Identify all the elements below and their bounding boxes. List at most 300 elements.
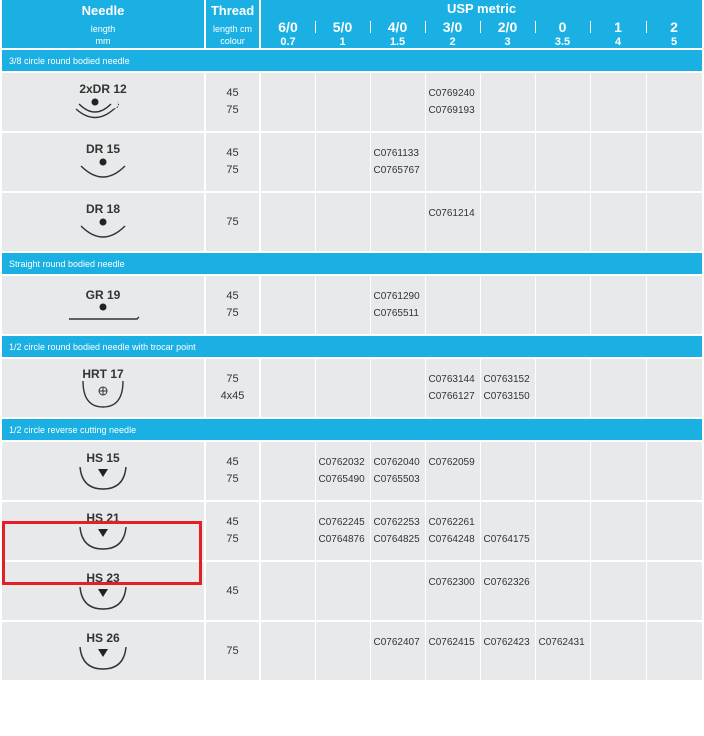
product-code-cell xyxy=(260,501,315,561)
product-code-cell xyxy=(480,275,535,335)
product-code xyxy=(594,634,646,651)
product-code xyxy=(319,651,370,668)
product-code xyxy=(539,162,590,179)
product-code-cell xyxy=(535,561,590,621)
product-code-cell xyxy=(425,132,480,192)
product-code xyxy=(319,371,370,388)
product-code: C0762245 xyxy=(318,517,365,528)
product-code xyxy=(650,514,702,531)
section-title: 1/2 circle reverse cutting needle xyxy=(2,418,702,441)
product-code xyxy=(264,651,315,668)
product-code-cell xyxy=(646,441,702,501)
product-code-cell xyxy=(315,621,370,680)
needle-cell xyxy=(2,275,205,335)
product-code xyxy=(650,531,702,548)
product-code xyxy=(650,222,702,239)
section-title: 3/8 circle round bodied needle xyxy=(2,49,702,72)
product-code-cell xyxy=(370,501,425,561)
product-code: C0765503 xyxy=(373,474,420,485)
product-code-cell xyxy=(480,621,535,680)
product-code-cell xyxy=(425,72,480,132)
product-code xyxy=(539,388,590,405)
product-code xyxy=(319,85,370,102)
product-code xyxy=(264,371,315,388)
product-code-cell xyxy=(590,358,646,418)
section-header-row xyxy=(2,335,702,358)
product-code xyxy=(650,651,702,668)
product-code xyxy=(594,288,646,305)
3-8-circle-round-needle-icon xyxy=(2,216,204,242)
needle-label: DR 18 xyxy=(85,201,120,216)
thread-length-value: 75 xyxy=(226,644,239,657)
product-code xyxy=(650,454,702,471)
product-row xyxy=(2,621,702,680)
product-code xyxy=(319,388,370,405)
metric-size-label: 5 xyxy=(670,36,678,48)
product-code xyxy=(650,591,702,608)
product-code-cell xyxy=(480,441,535,501)
half-circle-trocar-needle-icon xyxy=(2,381,204,409)
3-8-circle-round-needle-icon xyxy=(2,156,204,182)
product-code-cell xyxy=(260,275,315,335)
product-code xyxy=(374,205,425,222)
product-code xyxy=(539,531,590,548)
product-code xyxy=(594,514,646,531)
product-code-cell xyxy=(370,561,425,621)
product-code xyxy=(319,591,370,608)
usp-size-header-1 xyxy=(315,18,370,49)
product-code xyxy=(429,305,480,322)
product-code xyxy=(539,145,590,162)
half-circle-cutting-needle-icon xyxy=(2,585,204,611)
product-code: C0764825 xyxy=(373,534,420,545)
metric-size-label: 1 xyxy=(339,36,346,48)
metric-size-label: 4 xyxy=(614,36,622,48)
thread-length-value: 75 xyxy=(226,215,239,228)
product-code-cell xyxy=(315,358,370,418)
needle-cell xyxy=(2,621,205,680)
thread-length-value: 45 xyxy=(226,456,239,468)
product-code-cell xyxy=(535,501,590,561)
metric-size-label: 2 xyxy=(449,36,456,48)
product-code xyxy=(264,162,315,179)
thread-length-value: 75 xyxy=(226,533,239,545)
product-code xyxy=(374,222,425,239)
product-code-cell xyxy=(480,501,535,561)
product-code-cell xyxy=(370,275,425,335)
product-code-cell xyxy=(425,192,480,252)
product-code-cell xyxy=(646,192,702,252)
product-code-cell xyxy=(370,72,425,132)
needle-label: HRT 17 xyxy=(82,366,124,381)
product-code: C0769240 xyxy=(428,88,475,99)
metric-size-label: 3 xyxy=(504,36,511,48)
product-code xyxy=(594,205,646,222)
product-row xyxy=(2,72,702,132)
usp-metric-header: USP metric xyxy=(260,0,702,18)
product-code xyxy=(374,574,425,591)
product-code xyxy=(539,205,590,222)
product-code-cell xyxy=(315,501,370,561)
product-code xyxy=(594,162,646,179)
needle-cell xyxy=(2,72,205,132)
product-code xyxy=(374,85,425,102)
product-code-cell xyxy=(425,561,480,621)
product-code: C0764876 xyxy=(318,534,365,545)
product-code xyxy=(650,145,702,162)
product-code xyxy=(650,634,702,651)
needle-label: DR 15 xyxy=(85,141,120,156)
table-body xyxy=(2,49,702,680)
product-code xyxy=(594,591,646,608)
product-code xyxy=(539,371,590,388)
product-code xyxy=(264,591,315,608)
product-code: C0762431 xyxy=(538,637,585,648)
needle-label: HS 15 xyxy=(86,450,120,465)
product-code xyxy=(594,102,646,119)
product-code: C0762040 xyxy=(373,457,420,468)
product-code-cell xyxy=(535,358,590,418)
section-title: 1/2 circle round bodied needle with trocar point xyxy=(2,335,702,358)
thread-length-value: 75 xyxy=(226,307,239,319)
needle-label: 2xDR 12 xyxy=(79,81,127,96)
needle-cell xyxy=(2,192,205,252)
product-code xyxy=(594,85,646,102)
section-title: Straight round bodied needle xyxy=(2,252,702,275)
product-code xyxy=(264,85,315,102)
product-code xyxy=(484,591,535,608)
product-code xyxy=(650,162,702,179)
product-code xyxy=(319,634,370,651)
thread-length-cell xyxy=(205,358,260,418)
product-code xyxy=(484,205,535,222)
product-code xyxy=(264,145,315,162)
straight-needle-icon xyxy=(2,302,204,322)
product-code: C0762032 xyxy=(318,457,365,468)
product-code xyxy=(539,305,590,322)
product-code xyxy=(319,205,370,222)
section-header-row xyxy=(2,252,702,275)
product-code: C0765767 xyxy=(373,165,420,176)
product-code-cell xyxy=(590,501,646,561)
metric-size-label: 3.5 xyxy=(554,36,571,48)
needle-column-header xyxy=(2,0,205,49)
product-code xyxy=(650,85,702,102)
product-code: C0764248 xyxy=(428,534,475,545)
usp-size-label: 0 xyxy=(558,19,567,35)
product-code xyxy=(264,531,315,548)
needle-header-title: Needle xyxy=(81,3,125,18)
product-code-cell xyxy=(260,358,315,418)
thread-header-length: length cm xyxy=(212,24,253,34)
product-code xyxy=(484,222,535,239)
product-code xyxy=(594,371,646,388)
metric-size-label: 1.5 xyxy=(389,36,406,48)
usp-size-label: 5/0 xyxy=(332,19,353,35)
product-code: C0769193 xyxy=(428,105,475,116)
usp-size-header-6 xyxy=(590,18,646,49)
product-code xyxy=(594,471,646,488)
thread-length-cell xyxy=(205,561,260,621)
product-code xyxy=(594,531,646,548)
product-code-cell xyxy=(480,132,535,192)
product-code-cell xyxy=(590,441,646,501)
product-code: C0762300 xyxy=(428,577,475,588)
product-code-cell xyxy=(260,72,315,132)
needle-header-unit: mm xyxy=(95,36,111,46)
product-code: C0765511 xyxy=(373,308,419,319)
product-code xyxy=(594,388,646,405)
product-code xyxy=(484,305,535,322)
product-code-cell xyxy=(480,72,535,132)
product-code: C0765490 xyxy=(318,474,365,485)
half-circle-cutting-needle-icon xyxy=(2,645,204,671)
product-code xyxy=(429,288,480,305)
product-code xyxy=(539,102,590,119)
usp-size-label: 4/0 xyxy=(387,19,408,35)
product-code xyxy=(484,471,535,488)
product-code xyxy=(650,371,702,388)
product-code: C0763150 xyxy=(483,391,530,402)
product-code xyxy=(594,454,646,471)
product-code-cell xyxy=(370,441,425,501)
product-code-cell xyxy=(370,132,425,192)
thread-header-colour: colour xyxy=(220,36,245,46)
product-code-cell xyxy=(590,275,646,335)
product-code xyxy=(319,288,370,305)
highlight-box xyxy=(2,521,202,585)
product-code-cell xyxy=(425,358,480,418)
product-code-cell xyxy=(590,72,646,132)
thread-length-value: 45 xyxy=(226,584,239,597)
product-code: C0762423 xyxy=(483,637,530,648)
product-code xyxy=(429,162,480,179)
thread-length-cell xyxy=(205,132,260,192)
product-code-cell xyxy=(315,72,370,132)
thread-length-value: 45 xyxy=(226,147,239,159)
product-code xyxy=(264,205,315,222)
product-code: C0763144 xyxy=(428,374,475,385)
product-code xyxy=(539,222,590,239)
product-code-cell xyxy=(315,441,370,501)
product-code: C0762407 xyxy=(373,637,420,648)
product-code-cell xyxy=(646,561,702,621)
product-code-cell xyxy=(260,192,315,252)
product-code xyxy=(264,471,315,488)
product-code-cell xyxy=(646,72,702,132)
product-code xyxy=(374,591,425,608)
product-code-cell xyxy=(535,275,590,335)
product-code-cell xyxy=(425,501,480,561)
header-divider xyxy=(370,21,371,33)
product-code-cell xyxy=(535,72,590,132)
product-row xyxy=(2,275,702,335)
product-code xyxy=(319,162,370,179)
thread-length-value: 4x45 xyxy=(220,390,245,402)
product-code: C0761214 xyxy=(428,208,475,219)
product-code xyxy=(650,388,702,405)
product-code xyxy=(374,651,425,668)
usp-size-label: 2/0 xyxy=(497,19,518,35)
product-code-cell xyxy=(425,621,480,680)
thread-header-title: Thread xyxy=(210,3,255,18)
product-code: C0762253 xyxy=(373,517,420,528)
product-code xyxy=(594,222,646,239)
product-code-cell xyxy=(480,358,535,418)
usp-size-label: 3/0 xyxy=(442,19,463,35)
product-code xyxy=(429,651,480,668)
product-code xyxy=(650,205,702,222)
header-divider xyxy=(315,21,316,33)
header-divider xyxy=(480,21,481,33)
product-code-cell xyxy=(315,192,370,252)
product-code-cell xyxy=(425,441,480,501)
product-code xyxy=(319,102,370,119)
product-code: C0762415 xyxy=(428,637,475,648)
needle-header-length: length xyxy=(90,24,116,34)
product-code xyxy=(429,145,480,162)
product-code xyxy=(594,305,646,322)
product-code xyxy=(484,651,535,668)
product-code-cell xyxy=(370,358,425,418)
header-divider xyxy=(535,21,536,33)
product-code-cell xyxy=(425,275,480,335)
product-code xyxy=(539,574,590,591)
product-code-cell xyxy=(480,192,535,252)
product-code xyxy=(650,574,702,591)
usp-size-header-7 xyxy=(646,18,702,49)
product-code: C0764175 xyxy=(483,534,530,545)
product-code xyxy=(650,288,702,305)
product-code-cell xyxy=(370,621,425,680)
needle-cell xyxy=(2,132,205,192)
product-code xyxy=(374,371,425,388)
product-code-cell xyxy=(646,358,702,418)
product-row xyxy=(2,358,702,418)
product-code-cell xyxy=(315,132,370,192)
product-code xyxy=(319,574,370,591)
product-code-cell xyxy=(535,192,590,252)
product-code xyxy=(539,85,590,102)
product-code xyxy=(484,514,535,531)
product-code xyxy=(484,85,535,102)
metric-size-label: 0.7 xyxy=(280,36,296,48)
product-code xyxy=(484,288,535,305)
product-code xyxy=(374,388,425,405)
product-row xyxy=(2,132,702,192)
usp-size-label: 2 xyxy=(670,19,678,35)
usp-size-label: 1 xyxy=(614,19,622,35)
product-code xyxy=(484,454,535,471)
thread-length-cell xyxy=(205,501,260,561)
half-circle-cutting-needle-icon xyxy=(2,465,204,491)
product-code-cell xyxy=(535,621,590,680)
product-code xyxy=(539,591,590,608)
thread-length-value: 75 xyxy=(226,104,239,116)
needle-label: HS 23 xyxy=(86,570,120,585)
product-code-cell xyxy=(480,561,535,621)
product-code-cell xyxy=(590,561,646,621)
usp-size-header-2 xyxy=(370,18,425,49)
product-code-cell xyxy=(535,132,590,192)
needle-label: GR 19 xyxy=(85,287,121,302)
usp-size-label: 6/0 xyxy=(278,19,298,35)
product-code xyxy=(539,471,590,488)
thread-length-value: 45 xyxy=(226,290,239,302)
product-code-cell xyxy=(260,441,315,501)
product-code-cell xyxy=(590,192,646,252)
product-row xyxy=(2,192,702,252)
product-code-cell xyxy=(646,501,702,561)
product-code xyxy=(374,102,425,119)
product-code xyxy=(539,454,590,471)
product-code xyxy=(650,471,702,488)
product-code-cell xyxy=(535,441,590,501)
product-code-cell xyxy=(590,132,646,192)
product-code-cell xyxy=(315,561,370,621)
product-code xyxy=(319,145,370,162)
product-code xyxy=(484,102,535,119)
product-code xyxy=(264,574,315,591)
usp-size-header-0 xyxy=(260,18,315,49)
product-code xyxy=(484,162,535,179)
thread-length-cell xyxy=(205,192,260,252)
thread-length-value: 45 xyxy=(226,87,239,99)
product-code: C0763152 xyxy=(483,374,530,385)
product-code-cell xyxy=(646,132,702,192)
product-code xyxy=(264,388,315,405)
product-code-cell xyxy=(260,132,315,192)
thread-length-cell xyxy=(205,621,260,680)
needle-cell xyxy=(2,441,205,501)
product-code xyxy=(319,305,370,322)
product-code xyxy=(429,222,480,239)
product-code-cell xyxy=(260,621,315,680)
product-code-cell xyxy=(590,621,646,680)
product-code xyxy=(539,514,590,531)
product-code xyxy=(264,102,315,119)
product-code xyxy=(650,305,702,322)
product-code xyxy=(594,651,646,668)
thread-length-value: 75 xyxy=(226,164,239,176)
product-code xyxy=(264,634,315,651)
product-code xyxy=(594,574,646,591)
product-code xyxy=(539,651,590,668)
thread-length-value: 75 xyxy=(226,373,239,385)
product-code-cell xyxy=(370,192,425,252)
product-code xyxy=(539,288,590,305)
thread-length-cell xyxy=(205,275,260,335)
product-row xyxy=(2,441,702,501)
section-header-row xyxy=(2,418,702,441)
thread-length-value: 45 xyxy=(226,516,239,528)
product-code: C0761133 xyxy=(373,148,419,159)
product-code xyxy=(264,288,315,305)
product-code: C0766127 xyxy=(428,391,475,402)
header-divider xyxy=(425,21,426,33)
product-code xyxy=(484,145,535,162)
product-code: C0762059 xyxy=(428,457,475,468)
product-code xyxy=(429,471,480,488)
needle-label: HS 26 xyxy=(86,630,120,645)
thread-length-cell xyxy=(205,441,260,501)
product-code-cell xyxy=(646,621,702,680)
product-code xyxy=(264,514,315,531)
product-code xyxy=(650,102,702,119)
header-divider xyxy=(590,21,591,33)
header-divider xyxy=(646,21,647,33)
product-code xyxy=(264,305,315,322)
